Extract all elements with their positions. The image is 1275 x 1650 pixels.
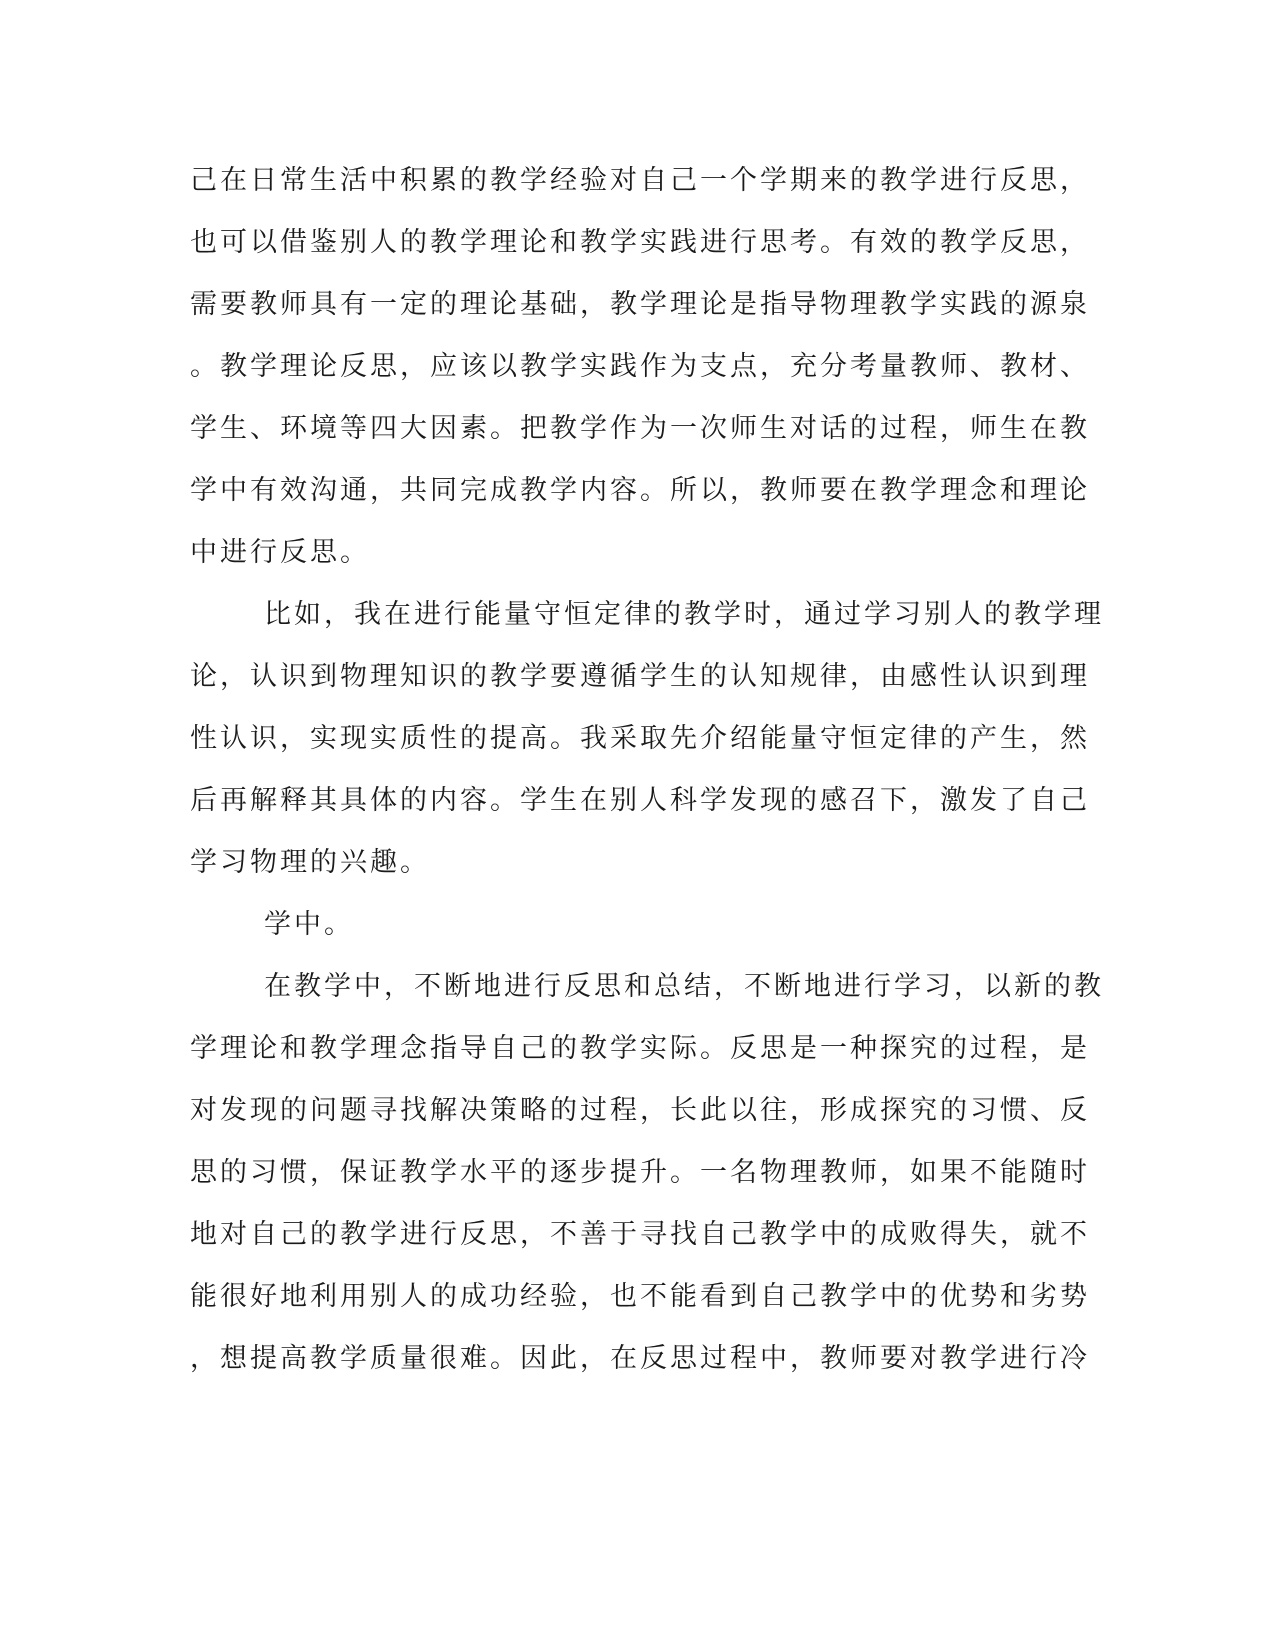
text-line: ，想提高教学质量很难。因此，在反思过程中，教师要对教学进行冷 [190, 1343, 1090, 1374]
text-line: 学习物理的兴趣。 [190, 847, 430, 878]
text-line: 中进行反思。 [190, 537, 370, 568]
text-line: 地对自己的教学进行反思，不善于寻找自己教学中的成败得失，就不 [190, 1219, 1090, 1250]
text-line: 论，认识到物理知识的教学要遵循学生的认知规律，由感性认识到理 [190, 661, 1090, 692]
text-line: 学生、环境等四大因素。把教学作为一次师生对话的过程，师生在教 [190, 413, 1090, 444]
body-text [190, 150, 1104, 1390]
text-line: 能很好地利用别人的成功经验，也不能看到自己教学中的优势和劣势 [190, 1281, 1090, 1312]
text-line: 己在日常生活中积累的教学经验对自己一个学期来的教学进行反思， [190, 165, 1090, 196]
text-line: 学理论和教学理念指导自己的教学实际。反思是一种探究的过程，是 [190, 1033, 1090, 1064]
text-line: 需要教师具有一定的理论基础，教学理论是指导物理教学实践的源泉 [190, 289, 1090, 320]
paragraph-first-line: 在教学中，不断地进行反思和总结，不断地进行学习，以新的教 [264, 971, 1104, 1002]
text-line: 性认识，实现实质性的提高。我采取先介绍能量守恒定律的产生，然 [190, 723, 1090, 754]
text-line: 后再解释其具体的内容。学生在别人科学发现的感召下，激发了自己 [190, 785, 1090, 816]
paragraph-first-line: 比如，我在进行能量守恒定律的教学时，通过学习别人的教学理 [264, 599, 1104, 630]
text-line: 。教学理论反思，应该以教学实践作为支点，充分考量教师、教材、 [190, 351, 1090, 382]
text-line: 思的习惯，保证教学水平的逐步提升。一名物理教师，如果不能随时 [190, 1157, 1090, 1188]
paragraph-first-line: 学中。 [264, 909, 354, 940]
text-line: 也可以借鉴别人的教学理论和教学实践进行思考。有效的教学反思， [190, 227, 1090, 258]
text-line: 学中有效沟通，共同完成教学内容。所以，教师要在教学理念和理论 [190, 475, 1090, 506]
text-line: 对发现的问题寻找解决策略的过程，长此以往，形成探究的习惯、反 [190, 1095, 1090, 1126]
